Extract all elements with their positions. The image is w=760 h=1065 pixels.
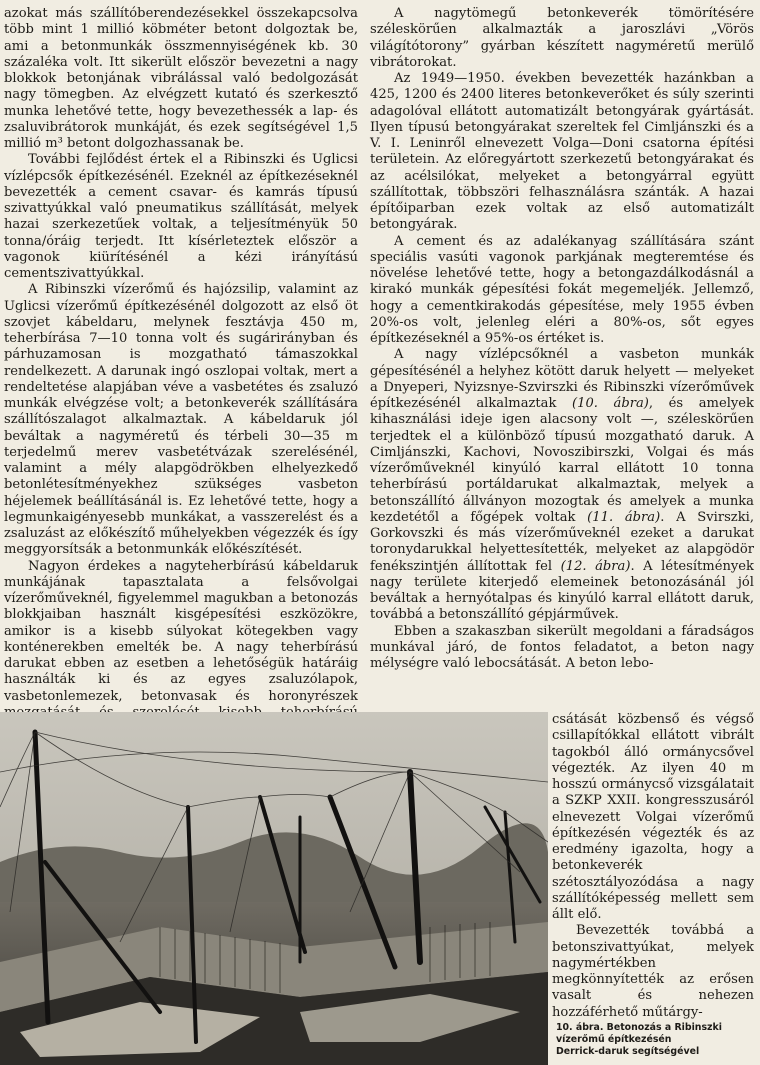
left-text-column bbox=[4, 6, 358, 737]
paragraph bbox=[370, 347, 754, 623]
text-run: . A létesítmények nagy területe kiterjedő elemeinek betonozásánál jól beváltak a hernyótalpas és kinyúló karral ellátott daruk, továbbá a betonszállító gépjárművek. bbox=[370, 558, 754, 623]
paragraph: Bevezették továbbá a betonszivattyúkat, melyek nagymértékben megkönnyítették az erősen vasalt és nehezen hozzáférhető műtárgy- bbox=[552, 923, 754, 1020]
paragraph: Nagyon érdekes a nagyteherbírású kábeldaruk munkájának tapasztalata a felsővolgai vízerőműveknél, figyelemmel magukban a betonozás blokkjaiban használt kisgépesítési eszközökre, amikor is a kisebb súlyokat kötegekben vagy konténerekben emelték be. A nagy teherbírású darukat ebben az esetben a lehetőségük határáig használták ki és az egyes zsaluzólapok, vasbetonlemezek, betonvasak és horonyrészek bbox=[4, 558, 358, 704]
text-run: . A Svirszki, Gorkovszki és más vízerőműveknél ezeket a darukat toronydarukkal helyettesítették, melyeket az alapgödör fenékszintjén állítottak fel bbox=[370, 509, 754, 574]
figure-reference: (10. ábra) bbox=[572, 396, 649, 411]
figure-photo-derrick-cranes bbox=[0, 712, 548, 1065]
figure-reference: (12. ábra) bbox=[560, 558, 631, 574]
text-run: A nagy vízlépcsőknél a vasbeton munkák gépesítésénél a helyhez kötött daruk helyett — melyeket a Dnyeperi, Nyizsnye-Szvirszki és Ribinszki vízerőművek építkezésénél alkalmaztak bbox=[370, 347, 754, 411]
paragraph: azokat más szállítóberendezésekkel összekapcsolva több mint 1 millió köbméter betont dolgoztak be, ami a betonmunkák összmennyiségének kb. 30 százaléka volt. Itt sikerült először bevezetni a nagy blokkok betonjának vibrálással való bedolgozását nagy tömegben. Az elvégzett kutató és szerkesztő munka lehetővé tette, hogy bevezethessék a lap- és zsaluvibrátorok munkáját, és ezek segítségével 1,5 millió m³ betont dolgozhassanak be. bbox=[4, 6, 358, 151]
figure-reference: (11. ábra) bbox=[587, 509, 661, 525]
wrap-text-column bbox=[552, 712, 754, 1021]
photo-illustration bbox=[0, 712, 548, 1065]
paragraph: A cement és az adalékanyag szállítására szánt speciális vasúti vagonok parkjának megteremtése és növelése lehetővé tette, hogy a betongazdálkodásnál a kirakó munkák gépesítési fokát megemeljék. Jellemző, hogy a cementkirakodás gépesítése, mely 1955 évben 20%-os volt, jelenleg eléri a 80%-os, sőt egyes építkezéseknél a 95%-os értéket is. bbox=[370, 233, 754, 346]
caption-line: Derrick-daruk segítségével bbox=[556, 1046, 700, 1057]
caption-line: vízerőmű építkezésén bbox=[556, 1034, 672, 1045]
paragraph: Ebben a szakaszban sikerült megoldani a fáradságos munkával járó, de fontos feladatot, a beton nagy mélységre való lebocsátását. A beton lebo- bbox=[370, 623, 754, 671]
text-run: , és amelyek kihasználási ideje igen alacsony volt —, széleskörűen terjedtek el a különböző típusú mozgatható daruk. A Cimljánszki, Kachovi, Novoszibirszki, Volgai és más vízerőműveknél kinyúló karral ellátott 10 tonna teherbírású portáldarukat alkalmaztak, melyek a betonszállító állványon mozogtak és amelyek a munka kezdetétől a főgépek voltak bbox=[370, 396, 754, 525]
right-text-column bbox=[370, 6, 754, 672]
paragraph: csátását közbenső és végső csillapítókkal ellátott vibrált tagokból álló ormánycsővel végezték. Az ilyen 40 m hosszú ormánycső vizsgálatait a SZKP XXII. kongresszusáról elnevezett Volgai vízerőmű építkezésén végezték és az eredmény igazolta, hogy a betonkeverék szétosztályozódása a nagy szállítóképesség mellett sem állt elő. bbox=[552, 712, 754, 922]
paragraph: A nagytömegű betonkeverék tömörítésére széleskörűen alkalmazták a jaroszlávi „Vörös világítótorony” gyárban készített nagyméretű merülő vibrátorokat. bbox=[370, 6, 754, 70]
caption-line: 10. ábra. Betonozás a Ribinszki bbox=[556, 1022, 722, 1033]
paragraph: További fejlődést értek el a Ribinszki és Uglicsi vízlépcsők építkezésénél. Ezeknél az építkezéseknél bevezették a cement csavar- és kamrás típusú szivattyúkkal való pneumatikus szállítását, melyek hazai szerkezetűek voltak, a teljesítményük 50 tonna/óráig terjedt. Itt kísérleteztek először a vagonok kiürítésénél a kézi irányítású cementszivattyúkkal. bbox=[4, 152, 358, 281]
figure-caption bbox=[556, 1022, 752, 1058]
paragraph: Az 1949—1950. években bevezették hazánkban a 425, 1200 és 2400 literes betonkeverőket és súly szerinti adagolóval ellátott automatizált betongyárak gyártását. Ilyen típusú betongyárakat szereltek fel Cimljánszki és a V. I. Leninről elnevezett Volga—Doni csatorna építési területein. Az előregyártott szerkezetű betongyárakat és az acélsilókat, melyeket a betongyárral együtt szállítottak, többszöri felhasználásra szánták. A hazai építőiparban ezek voltak az első automatizált betongyárak. bbox=[370, 71, 754, 233]
paragraph: A Ribinszki vízerőmű és hajózsilip, valamint az Uglicsi vízerőmű építkezésénél dolgozott az első öt szovjet kábeldaru, melynek fesztávja 450 m, teherbírása 7—10 tonna volt és sugárirányban és párhuzamosan is mozgatható támaszokkal rendelkezett. A darunak ingó oszlopai voltak, mert a rendeltetése alapjában véve a vasbetétes és zsaluzó munkák elvégzése volt; a betonkeverék szállítására szállítószalagot alkalmaztak. A kábeldaruk jól beváltak a nagyméretű és térbeli 30—35 m terjedelmű merev vasbetétvázak szerelésénél, valamint a mély alapgödrökben elhelyezkedő betonlétesítményekhez szükséges vasbeton héjelemek beállításánál is. Ez lehetővé tette, hogy a legmunkaigényesebb munkákat, a vasszerelést és a zsaluzást az előkészítő műhelyekben végezzék és így meggyorsítsák a betonmunkák előkészítését. bbox=[4, 282, 358, 558]
